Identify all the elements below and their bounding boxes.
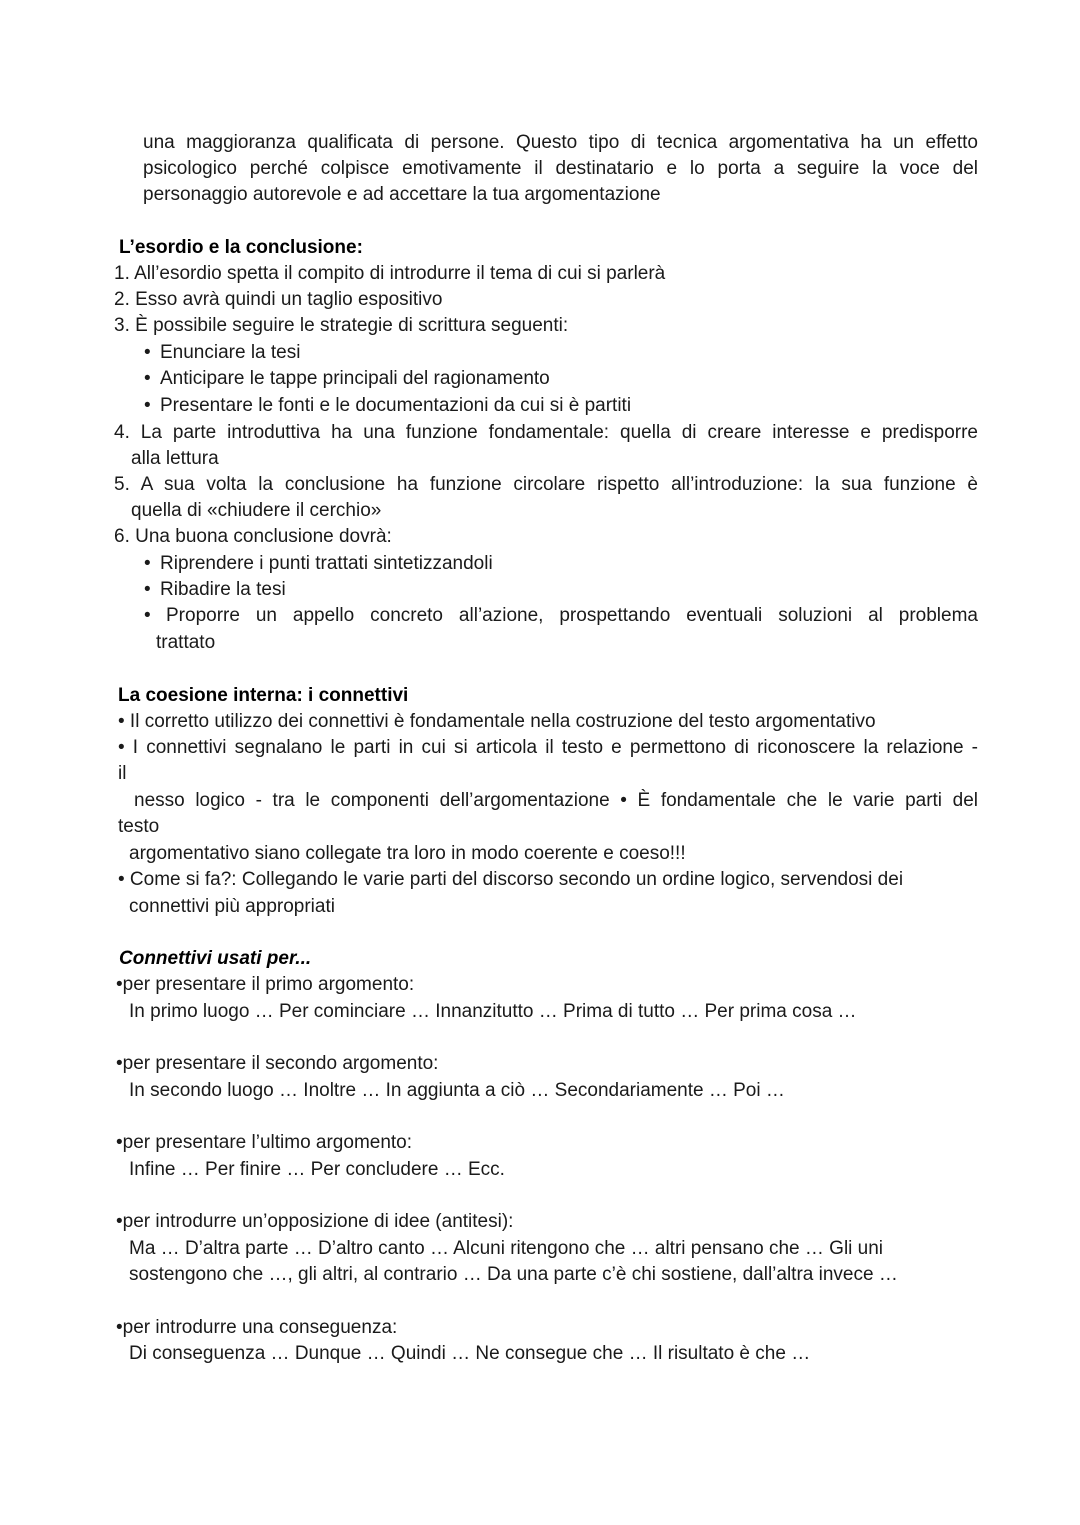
esordio-sub-item: • Presentare le fonti e le documentazioni da cui si è partiti (144, 393, 631, 419)
bullet-icon: • (144, 368, 151, 389)
connettivi-group-title: •per introdurre una conseguenza: (116, 1317, 398, 1338)
heading-esordio: L’esordio e la conclusione: (119, 237, 363, 258)
connettivi-group-title: •per presentare il primo argomento: (116, 974, 415, 995)
coesione-bullet-3-line-2: connettivi più appropriati (129, 896, 335, 917)
connettivi-group-title: •per presentare il secondo argomento: (116, 1053, 439, 1074)
connettivi-group-examples: In secondo luogo … Inoltre … In aggiunta a ciò … Secondariamente … Poi … (129, 1080, 785, 1101)
intro-line-3: personaggio autorevole e ad accettare la tua argomentazione (143, 184, 661, 205)
esordio-item-6: 6. Una buona conclusione dovrà: (114, 526, 392, 547)
esordio-sub-item: • Riprendere i punti trattati sintetizzandoli (144, 551, 493, 577)
bullet-icon: • (144, 579, 151, 600)
coesione-bullet-2-line-2: il (118, 763, 127, 784)
bullet-icon: • (144, 395, 151, 416)
coesione-bullet-2-line-3: nesso logico - tra le componenti dell’argomentazione • È fondamentale che le varie parti del (134, 790, 978, 811)
connettivi-group-examples: Ma … D’altra parte … D’altro canto … Alcuni ritengono che … altri pensano che … Gli uni (129, 1238, 884, 1259)
esordio-item-4-line-1: 4. La parte introduttiva ha una funzione fondamentale: quella di creare interesse e predisporre (114, 422, 978, 443)
connettivi-group-examples: sostengono che …, gli altri, al contrario … Da una parte c’è chi sostiene, dall’altra invece … (129, 1264, 898, 1285)
coesione-bullet-1: • Il corretto utilizzo dei connettivi è fondamentale nella costruzione del testo argomentativo (118, 711, 876, 732)
bullet-icon: • (116, 1211, 123, 1232)
esordio-sub-item-continuation: trattato (156, 632, 216, 653)
bullet-icon: • (116, 1053, 123, 1074)
connettivi-group-examples: In primo luogo … Per cominciare … Innanzitutto … Prima di tutto … Per prima cosa … (129, 1001, 857, 1022)
coesione-bullet-2-line-4: testo (118, 816, 160, 837)
heading-connettivi: Connettivi usati per... (119, 948, 312, 969)
esordio-sub-item: • Anticipare le tappe principali del ragionamento (144, 366, 550, 392)
coesione-bullet-2-line-5: argomentativo siano collegate tra loro in modo coerente e coeso!!! (129, 843, 686, 864)
esordio-item-5-line-1: 5. A sua volta la conclusione ha funzione circolare rispetto all’introduzione: la sua funzione è (114, 474, 978, 495)
connettivi-group-title: •per presentare l’ultimo argomento: (116, 1132, 413, 1153)
heading-coesione: La coesione interna: i connettivi (118, 685, 409, 706)
esordio-sub-item: • Enunciare la tesi (144, 340, 300, 366)
bullet-icon: • (116, 974, 123, 995)
bullet-icon: • (144, 553, 151, 574)
bullet-icon: • (116, 1132, 123, 1153)
intro-line-1: una maggioranza qualificata di persone. Questo tipo di tecnica argomentativa ha un effetto (143, 132, 978, 153)
bullet-icon: • (116, 1317, 123, 1338)
esordio-item-3: 3. È possibile seguire le strategie di scrittura seguenti: (114, 315, 569, 336)
esordio-item-2: 2. Esso avrà quindi un taglio espositivo (114, 289, 443, 310)
connettivi-group-title: •per introdurre un’opposizione di idee (antitesi): (116, 1211, 514, 1232)
coesione-bullet-3-line-1: • Come si fa?: Collegando le varie parti del discorso secondo un ordine logico, servendosi dei (118, 869, 904, 890)
coesione-bullet-2-line-1: • I connettivi segnalano le parti in cui si articola il testo e permettono di riconoscere la relazione - (118, 737, 978, 758)
intro-line-2: psicologico perché colpisce emotivamente il destinatario e lo porta a seguire la voce del (143, 158, 978, 179)
bullet-icon: • (144, 605, 151, 626)
connettivi-group-examples: Di conseguenza … Dunque … Quindi … Ne consegue che … Il risultato è che … (129, 1343, 811, 1364)
connettivi-group-examples: Infine … Per finire … Per concludere … Ecc. (129, 1159, 505, 1180)
esordio-item-1: 1. All’esordio spetta il compito di introdurre il tema di cui si parlerà (114, 263, 666, 284)
esordio-sub-item: • Proporre un appello concreto all’azione, prospettando eventuali soluzioni al problema (144, 603, 978, 629)
esordio-sub-item: • Ribadire la tesi (144, 577, 286, 603)
esordio-item-5-line-2: quella di «chiudere il cerchio» (131, 500, 382, 521)
bullet-icon: • (144, 342, 151, 363)
esordio-item-4-line-2: alla lettura (131, 448, 219, 469)
